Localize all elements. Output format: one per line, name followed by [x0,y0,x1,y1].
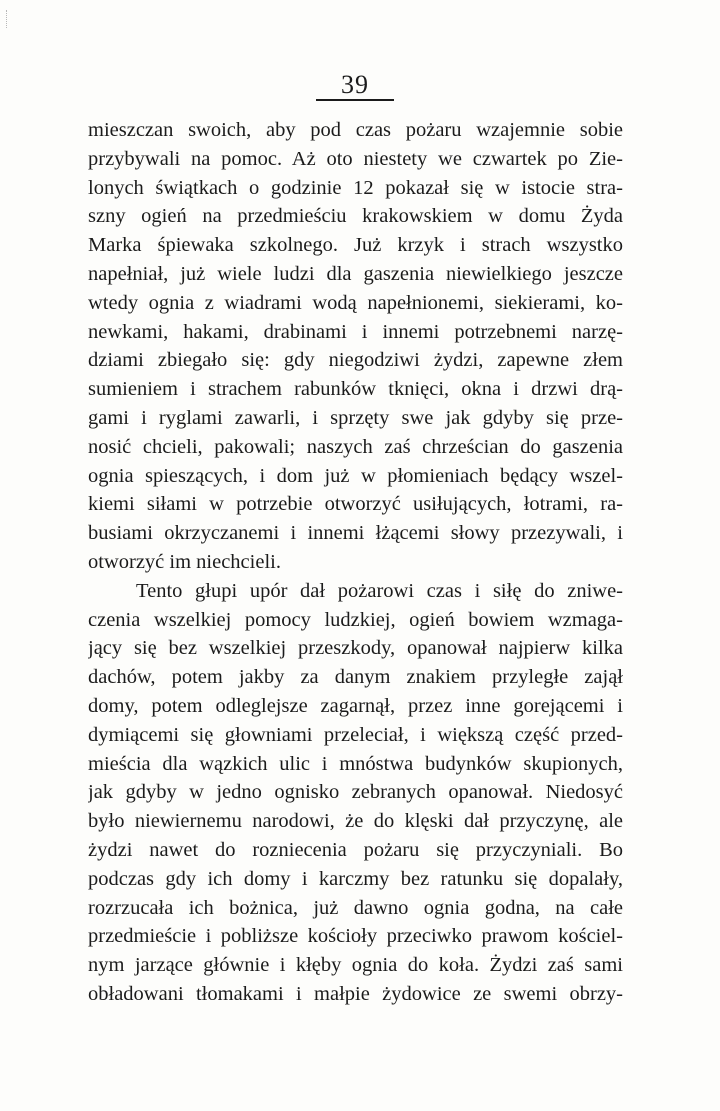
text-line: napełniał, już wiele ludzi dla gaszenia niewielkiego jeszcze [88,262,623,285]
text-line: otworzyć im niechcieli. [88,550,281,573]
text-line: rozrzucała ich bożnica, już dawno ognia godna, na całe [88,896,623,919]
text-line: Tento głupi upór dał pożarowi czas i siłę do zniwe- [136,579,623,602]
text-line: przybywali na pomoc. Aż oto niestety we czwartek po Zie- [88,147,623,170]
text-line: było niewiernemu narodowi, że do klęski dał przyczynę, ale [88,810,623,833]
text-line: mieszczan swoich, aby pod czas pożaru wzajemnie sobie [88,119,623,141]
text-line: busiami okrzyczanemi i innemi łżącemi słowy przezywali, i [88,522,623,545]
scan-edge-mark [6,10,10,28]
text-line: kiemi siłami w potrzebie otworzyć usiłujących, łotrami, ra- [88,493,623,516]
body-text [88,116,623,1009]
text-line: nosić chcieli, pakowali; naszych zaś chrześcian do gaszenia [88,435,623,458]
text-line: jący się bez wszelkiej przeszkody, opanował najpierw kilka [88,637,623,660]
text-line: obładowani tłomakami i małpie żydowice ze swemi obrzy- [88,982,623,1005]
text-line: mieścia dla wązkich ulic i mnóstwa budynków skupionych, [88,752,623,775]
text-line: domy, potem odleglejsze zagarnął, przez inne gorejącemi i [88,694,623,717]
text-line: sumieniem i strachem rabunków tknięci, okna i drzwi drą- [88,378,623,401]
paragraph-2 [88,577,623,1009]
text-line: ognia spieszących, i dom już w płomieniach będący wszel- [88,464,623,487]
text-line: żydzi nawet do rozniecenia pożaru się przyczyniali. Bo [88,838,623,861]
text-line: dymiącemi się głowniami przeleciał, i większą część przed- [88,723,623,746]
text-line: Marka śpiewaka szkolnego. Już krzyk i strach wszystko [88,234,623,257]
text-line: wtedy ognia z wiadrami wodą napełnionemi, siekierami, ko- [88,291,623,314]
text-line: szny ogień na przedmieściu krakowskiem w domu Żyda [88,205,623,228]
page-number: 39 [341,70,369,99]
text-line: czenia wszelkiej pomocy ludzkiej, ogień bowiem wzmaga- [88,608,623,631]
text-line: gami i ryglami zawarli, i sprzęty swe jak gdyby się prze- [88,406,623,429]
text-line: podczas gdy ich domy i karczmy bez ratunku się dopalały, [88,867,623,890]
text-line: lonych świątkach o godzinie 12 pokazał się w istocie stra- [88,176,623,199]
text-line: dziami zbiegało się: gdy niegodziwi żydzi, zapewne złem [88,349,623,372]
text-line: jak gdyby w jedno ognisko zebranych opanował. Niedosyć [88,781,623,804]
text-line: newkami, hakami, drabinami i innemi potrzebnemi narzę- [88,320,623,343]
page-number-rule [316,99,394,101]
text-line: dachów, potem jakby za danym znakiem przyległe zajął [88,666,623,689]
paragraph-1 [88,116,623,577]
text-line: przedmieście i pobliższe kościoły przeciwko prawom kościel- [88,925,623,948]
text-line: nym jarzące głównie i kłęby ognia do koła. Żydzi zaś sami [88,954,623,977]
